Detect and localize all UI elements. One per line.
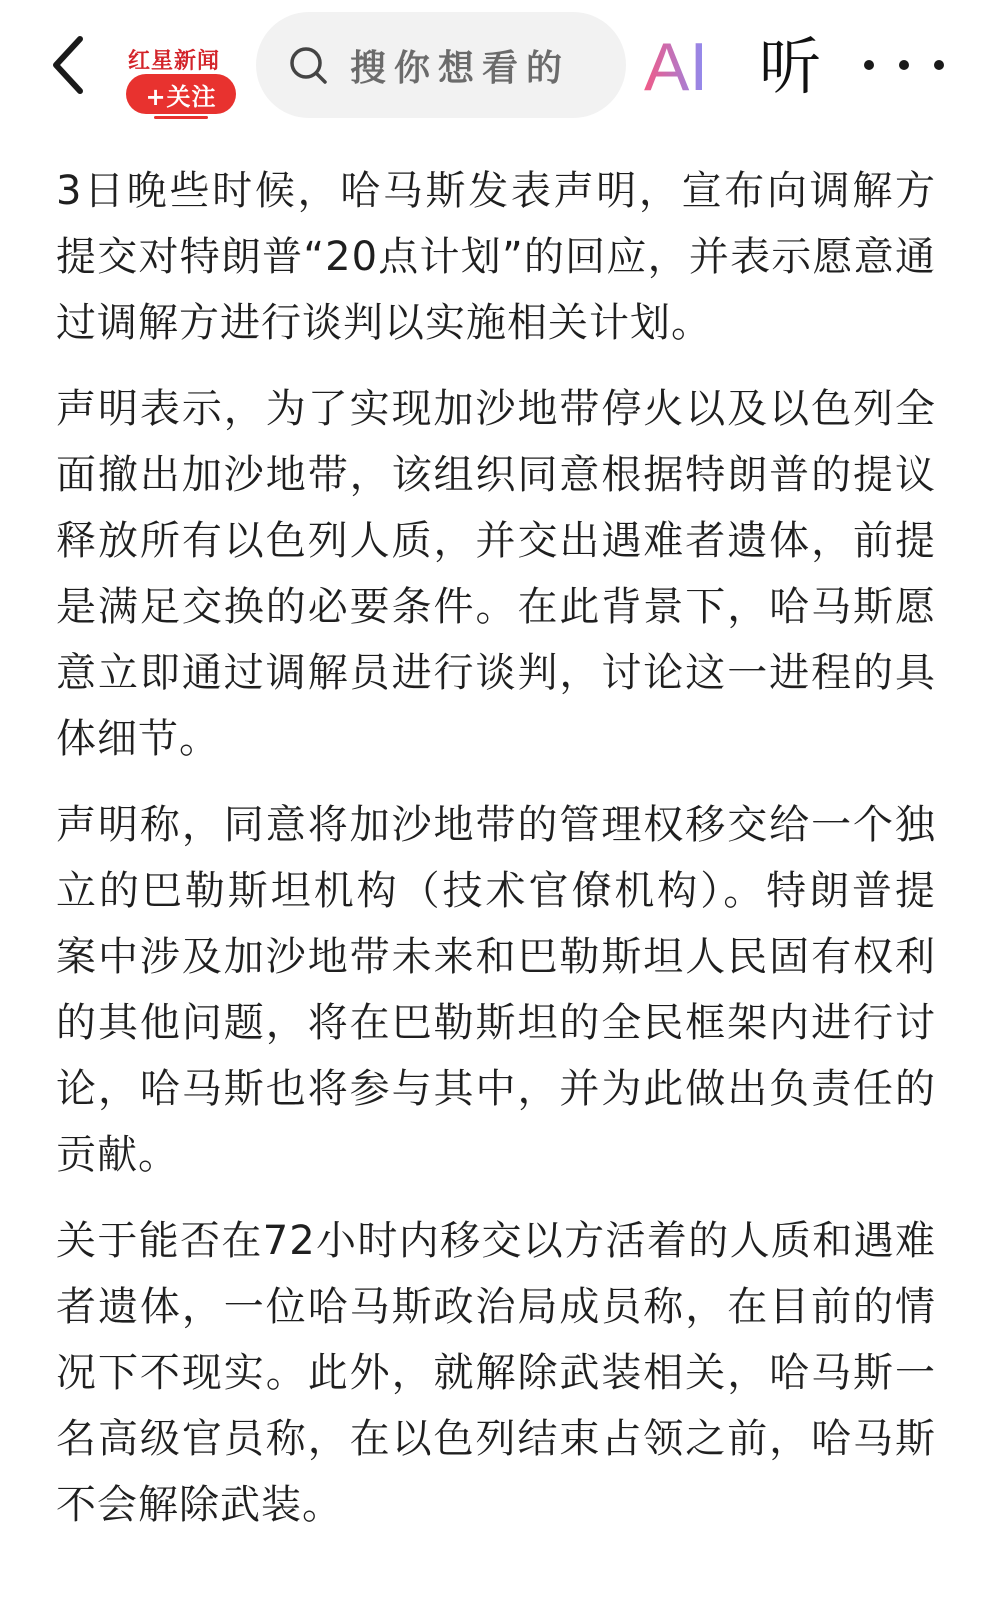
more-horizontal-icon bbox=[864, 60, 874, 70]
search-icon bbox=[288, 45, 328, 85]
publisher-badge[interactable] bbox=[124, 40, 240, 122]
top-navigation-bar bbox=[0, 0, 986, 140]
more-horizontal-icon bbox=[934, 60, 944, 70]
article-paragraph: 声明称，同意将加沙地带的管理权移交给一个独立的巴勒斯坦机构（技术官僚机构）。特朗普提案中涉及加沙地带未来和巴勒斯坦人民固有权利的其他问题，将在巴勒斯坦的全民框架内进行讨论，哈马斯也将参与其中，并为此做出负责任的贡献。 bbox=[56, 802, 936, 1178]
follow-button-underline bbox=[154, 116, 208, 119]
listen-button[interactable]: 听 bbox=[758, 30, 821, 103]
chevron-left-icon bbox=[48, 33, 88, 97]
article-paragraph: 声明表示，为了实现加沙地带停火以及以色列全面撤出加沙地带，该组织同意根据特朗普的提议释放所有以色列人质，并交出遇难者遗体，前提是满足交换的必要条件。在此背景下，哈马斯愿意立即通过调解员进行谈判，讨论这一进程的具体细节。 bbox=[56, 386, 936, 762]
ai-button[interactable] bbox=[640, 26, 724, 106]
back-button[interactable] bbox=[40, 30, 96, 100]
article-paragraph: 关于能否在72小时内移交以方活着的人质和遇难者遗体，一位哈马斯政治局成员称，在目前的情况下不现实。此外，就解除武装相关，哈马斯一名高级官员称，在以色列结束占领之前，哈马斯不会解除武装。 bbox=[56, 1218, 936, 1528]
article-paragraph: 3日晚些时候，哈马斯发表声明，宣布向调解方提交对特朗普“20点计划”的回应，并表示愿意通过调解方进行谈判以实施相关计划。 bbox=[56, 168, 936, 346]
publisher-logo: 红星新闻 bbox=[128, 48, 221, 74]
search-placeholder: 搜你想看的 bbox=[350, 47, 571, 89]
more-button[interactable] bbox=[864, 40, 944, 90]
ai-icon bbox=[640, 26, 724, 106]
article-body bbox=[56, 158, 936, 1558]
follow-button[interactable]: +关注 bbox=[126, 74, 236, 114]
search-input[interactable] bbox=[256, 12, 626, 118]
ai-label: AI bbox=[644, 29, 709, 105]
more-horizontal-icon bbox=[899, 60, 909, 70]
